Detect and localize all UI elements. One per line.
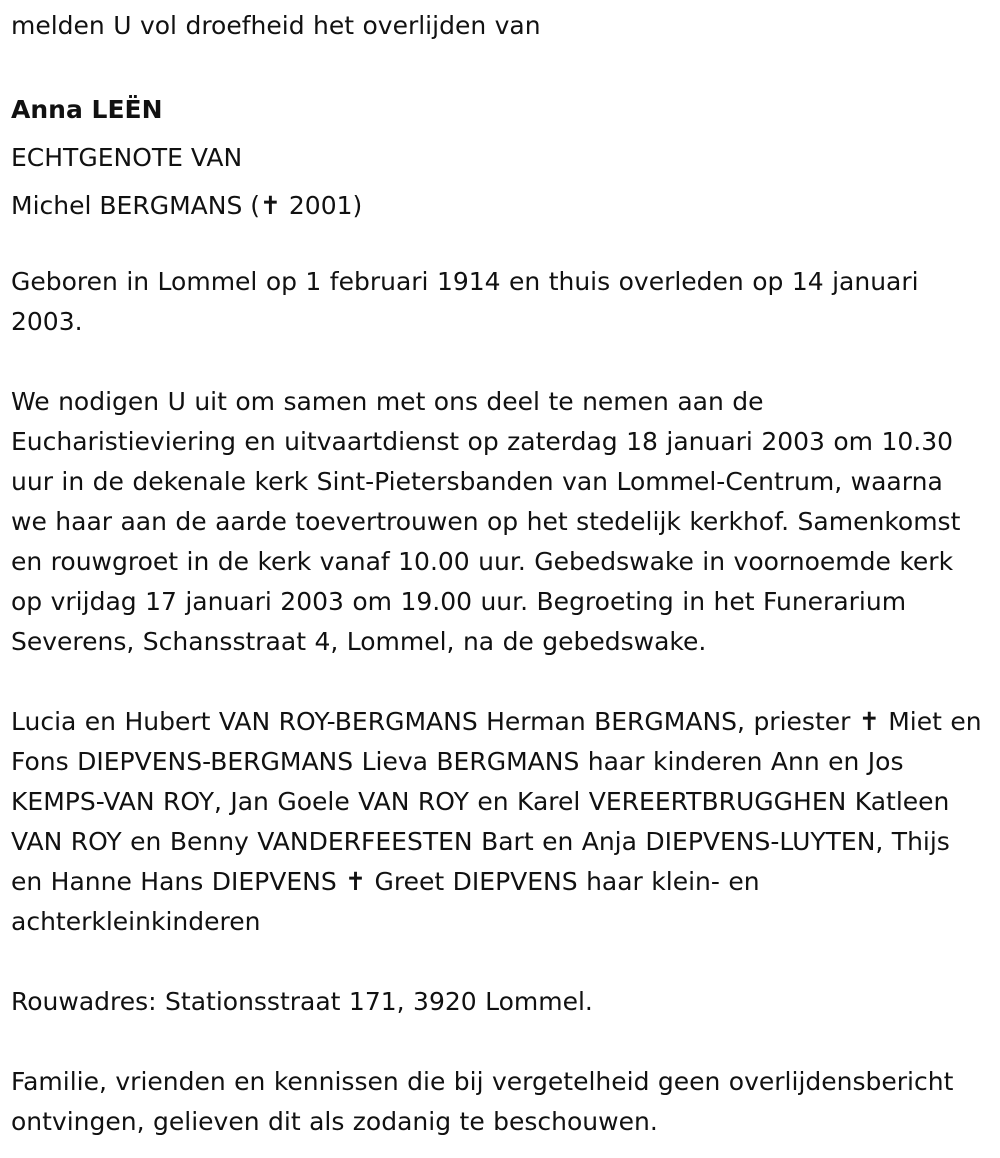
ceremony-text: We nodigen U uit om samen met ons deel te nemen aan de Eucharistieviering en uitvaartdienst op zaterdag 18 januari 2003 om 10.30 uur in de dekenale kerk Sint-Pietersbanden van Lommel-Centrum, waarna we haar aan de aarde toevertrouwen op het stedelijk kerkhof. Samenkomst en rouwgroet in de kerk vanaf 10.00 uur. Gebedswake in voornoemde kerk op vrijdag 17 januari 2003 om 19.00 uur. Begroeting in het Funerarium Severens, Schansstraat 4, Lommel, na de gebedswake. [11, 387, 961, 656]
birth-death-text: Geboren in Lommel op 1 februari 1914 en thuis overleden op 14 januari 2003. [11, 267, 919, 336]
address-text: Rouwadres: Stationsstraat 171, 3920 Lommel. [11, 987, 593, 1016]
intro-text: melden U vol droefheid het overlijden van [11, 11, 541, 40]
relation-text: ECHTGENOTE VAN [11, 143, 243, 172]
obituary-document [11, 6, 986, 1142]
closing-text: Familie, vrienden en kennissen die bij vergetelheid geen overlijdensbericht ontvingen, gelieven dit als zodanig te beschouwen. [11, 1067, 954, 1136]
family-text: Lucia en Hubert VAN ROY-BERGMANS Herman BERGMANS, priester ✝ Miet en Fons DIEPVENS-BERGMANS Lieva BERGMANS haar kinderen Ann en Jos KEMPS-VAN ROY, Jan Goele VAN ROY en Karel VEREERTBRUGGHEN Katleen VAN ROY en Benny VANDERFEESTEN Bart en Anja DIEPVENS-LUYTEN, Thijs en Hanne Hans DIEPVENS ✝ Greet DIEPVENS haar klein- en achterkleinkinderen [11, 707, 982, 936]
spacer [11, 46, 986, 86]
spacer [11, 342, 986, 382]
spacer [11, 1022, 986, 1062]
spacer [11, 662, 986, 702]
spacer [11, 230, 986, 262]
spacer [11, 942, 986, 982]
spouse-text: Michel BERGMANS (✝ 2001) [11, 191, 363, 220]
deceased-name: Anna LEËN [11, 95, 163, 124]
